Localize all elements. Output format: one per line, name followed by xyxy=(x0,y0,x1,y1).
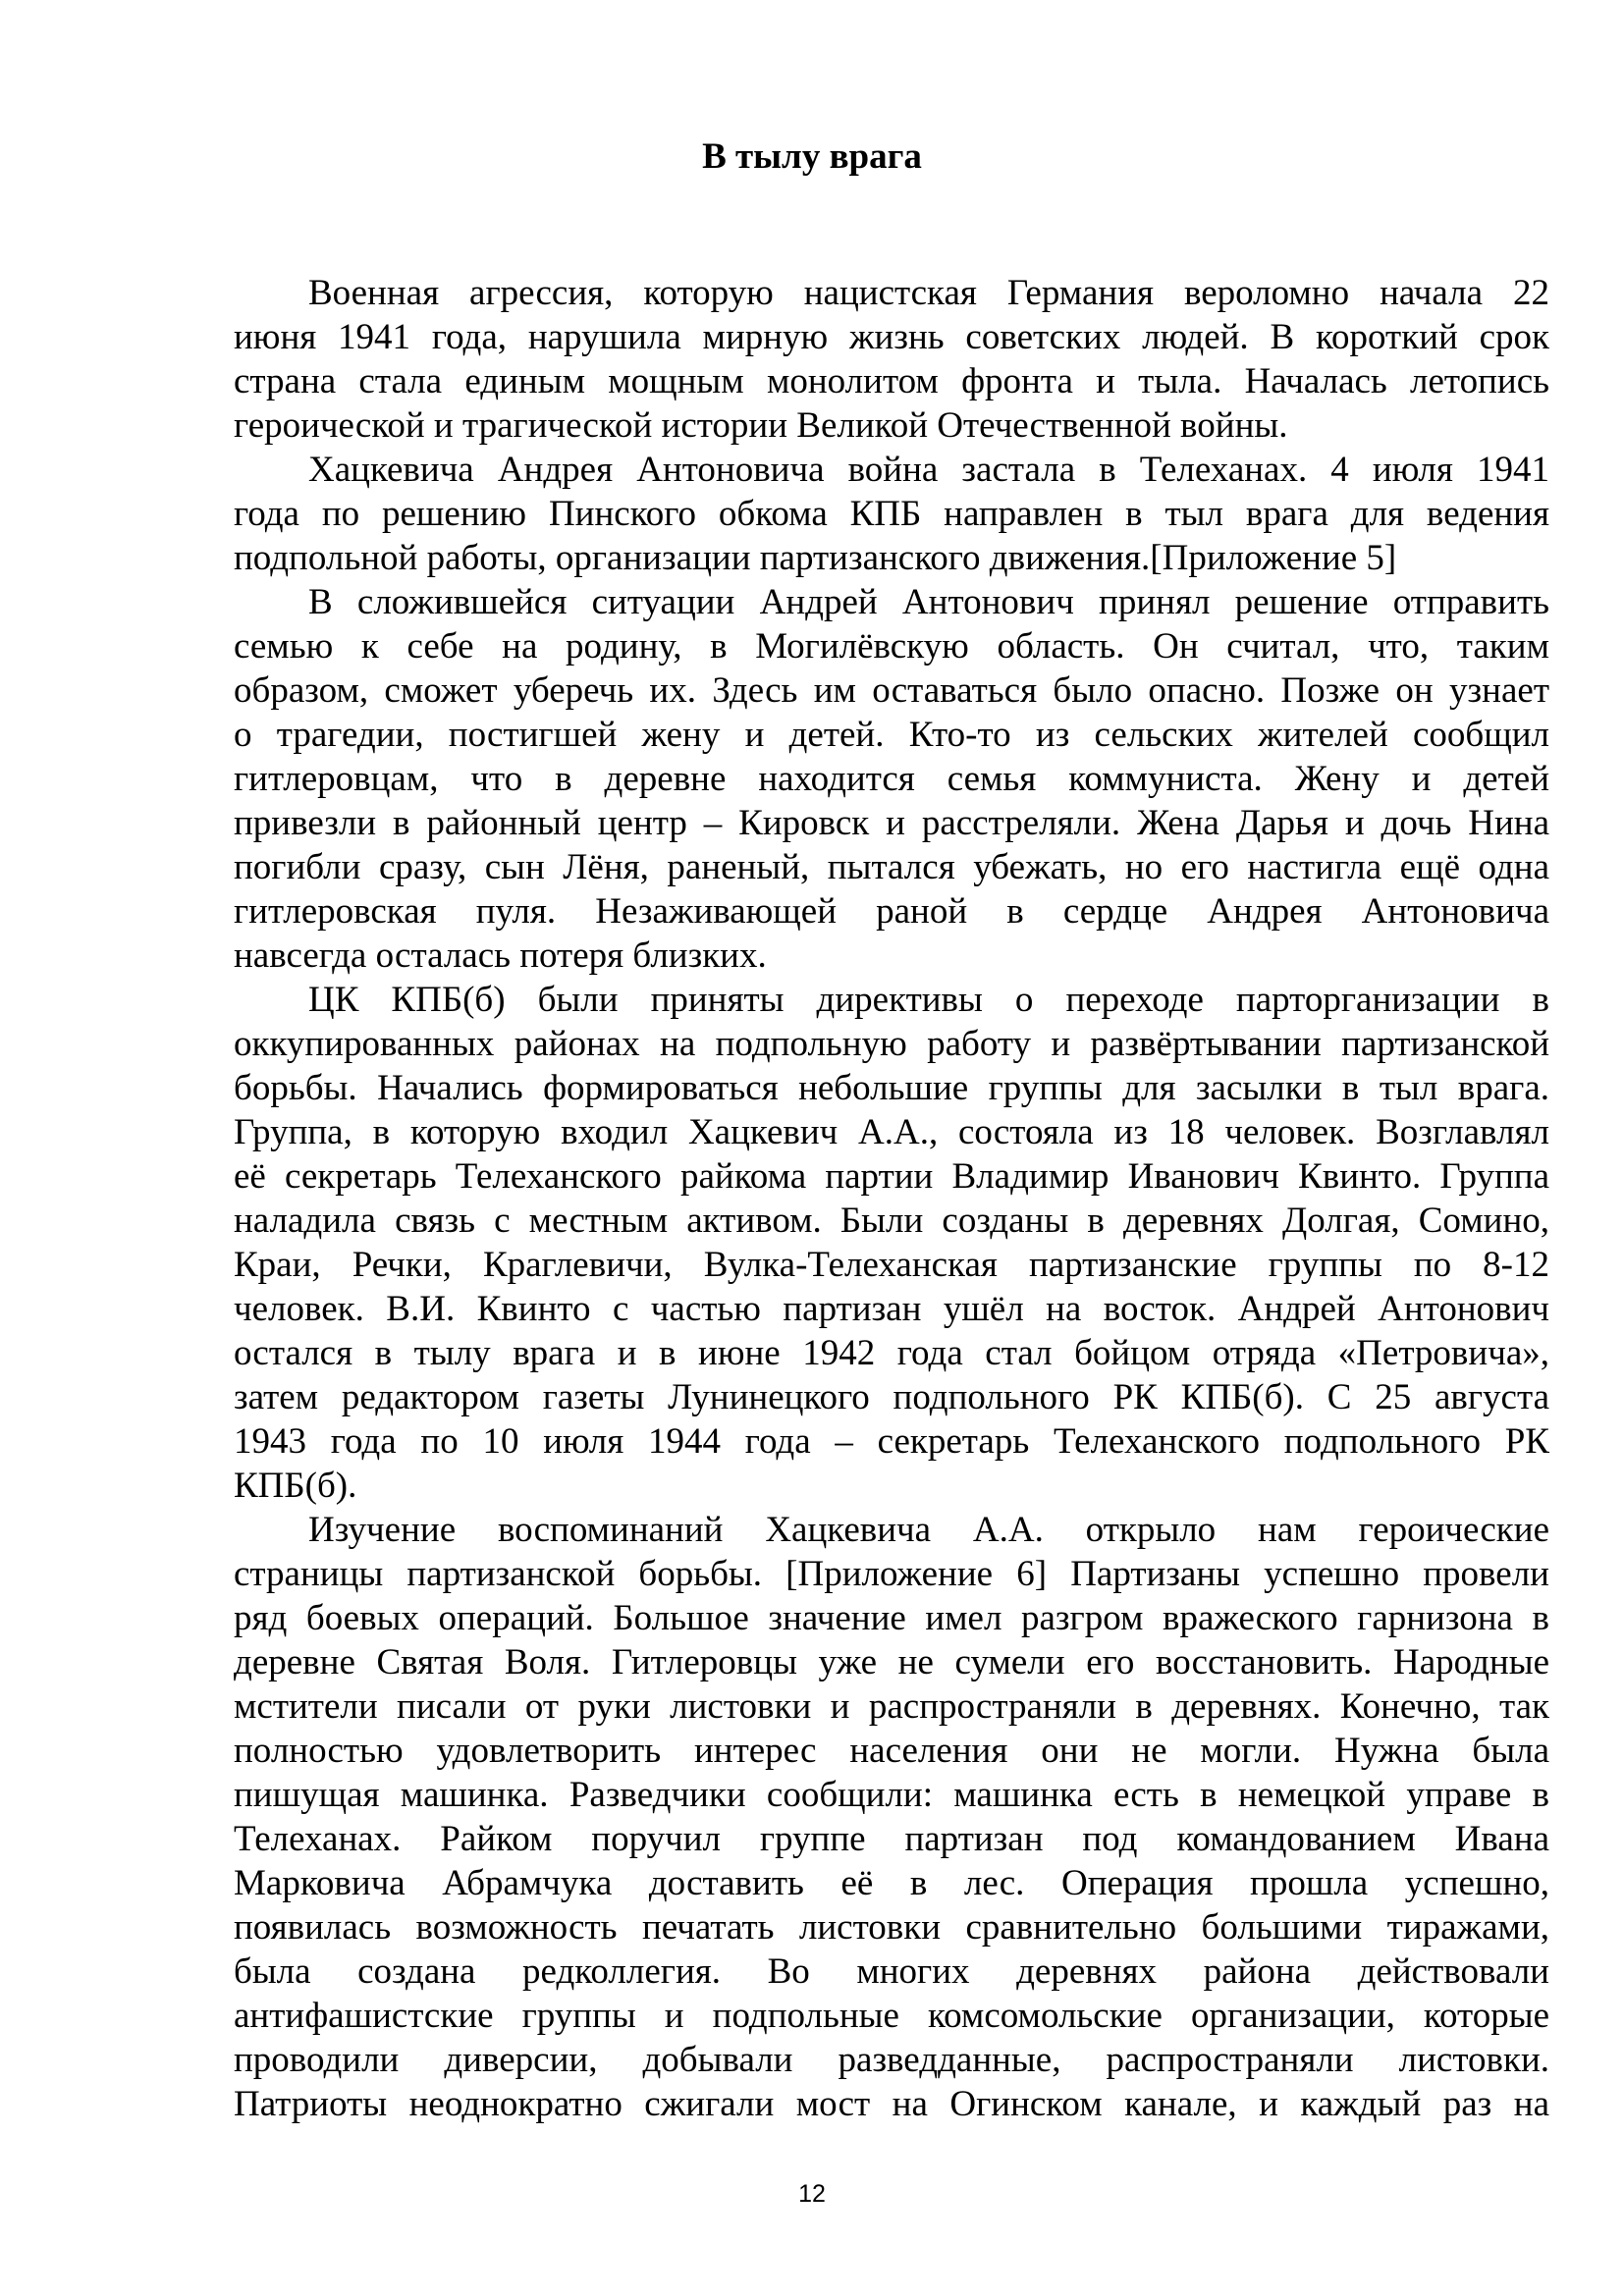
text-line: Изучение воспоминаний Хацкевича А.А. открыло нам героические xyxy=(308,1510,1549,1550)
text-line: деревне Святая Воля. Гитлеровцы уже не сумели его восстановить. Народные xyxy=(234,1642,1549,1682)
text-line: года по решению Пинского обкома КПБ направлен в тыл врага для ведения xyxy=(234,494,1549,534)
text-line: человек. В.И. Квинто с частью партизан ушёл на восток. Андрей Антонович xyxy=(234,1289,1549,1329)
text-line: оккупированных районах на подпольную работу и развёртывании партизанской xyxy=(234,1024,1549,1064)
text-line: Марковича Абрамчука доставить её в лес. Операция прошла успешно, xyxy=(234,1863,1549,1903)
text-line: Хацкевича Андрея Антоновича война застала в Телеханах. 4 июля 1941 xyxy=(308,450,1549,490)
text-line: 1943 года по 10 июля 1944 года – секретарь Телеханского подпольного РК xyxy=(234,1421,1549,1462)
text-line: героической и трагической истории Великой Отечественной войны. xyxy=(234,405,1288,446)
text-line: гитлеровцам, что в деревне находится семья коммуниста. Жену и детей xyxy=(234,759,1549,799)
text-line: Патриоты неоднократно сжигали мост на Огинском канале, и каждый раз на xyxy=(234,2084,1549,2124)
text-line: гитлеровская пуля. Незаживающей раной в сердце Андрея Антоновича xyxy=(234,891,1549,932)
text-line: Краи, Речки, Краглевичи, Вулка-Телеханская партизанские группы по 8-12 xyxy=(234,1245,1549,1285)
text-line: пишущая машинка. Разведчики сообщили: машинка есть в немецкой управе в xyxy=(234,1775,1549,1815)
text-line: затем редактором газеты Лунинецкого подпольного РК КПБ(б). С 25 августа xyxy=(234,1377,1549,1417)
text-line: июня 1941 года, нарушила мирную жизнь советских людей. В короткий срок xyxy=(234,317,1549,357)
text-line: семью к себе на родину, в Могилёвскую область. Он считал, что, таким xyxy=(234,626,1549,667)
page-title: В тылу врага xyxy=(702,136,922,177)
text-line: наладила связь с местным активом. Были созданы в деревнях Долгая, Сомино, xyxy=(234,1201,1549,1241)
text-line: В сложившейся ситуации Андрей Антонович принял решение отправить xyxy=(308,582,1549,622)
text-line: борьбы. Начались формироваться небольшие группы для засылки в тыл врага. xyxy=(234,1068,1549,1108)
text-line: страна стала единым мощным монолитом фронта и тыла. Началась летопись xyxy=(234,361,1549,401)
text-line: навсегда осталась потеря близких. xyxy=(234,935,767,976)
text-line: привезли в районный центр – Кировск и расстреляли. Жена Дарья и дочь Нина xyxy=(234,803,1549,843)
text-line: полностью удовлетворить интерес населения они не могли. Нужна была xyxy=(234,1731,1549,1771)
text-line: остался в тылу врага и в июне 1942 года стал бойцом отряда «Петровича», xyxy=(234,1333,1549,1373)
text-line: Группа, в которую входил Хацкевич А.А., состояла из 18 человек. Возглавлял xyxy=(234,1112,1549,1152)
text-line: Телеханах. Райком поручил группе партизан под командованием Ивана xyxy=(234,1819,1549,1859)
text-line: была создана редколлегия. Во многих деревнях района действовали xyxy=(234,1951,1549,1992)
text-line: страницы партизанской борьбы. [Приложение 6] Партизаны успешно провели xyxy=(234,1554,1549,1594)
text-line: образом, сможет уберечь их. Здесь им оставаться было опасно. Позже он узнает xyxy=(234,670,1549,711)
body-text xyxy=(234,271,1549,2126)
text-line: проводили диверсии, добывали разведданные, распространяли листовки. xyxy=(234,2040,1549,2080)
text-line: КПБ(б). xyxy=(234,1466,357,1506)
text-line: ряд боевых операций. Большое значение имел разгром вражеского гарнизона в xyxy=(234,1598,1549,1638)
page-number: 12 xyxy=(798,2180,826,2208)
text-line: погибли сразу, сын Лёня, раненый, пытался убежать, но его настигла ещё одна xyxy=(234,847,1549,887)
text-line: мстители писали от руки листовки и распространяли в деревнях. Конечно, так xyxy=(234,1686,1549,1727)
text-line: антифашистские группы и подпольные комсомольские организации, которые xyxy=(234,1996,1549,2036)
text-line: Военная агрессия, которую нацистская Германия вероломно начала 22 xyxy=(308,273,1549,313)
text-line: подпольной работы, организации партизанского движения.[Приложение 5] xyxy=(234,538,1397,578)
text-line: её секретарь Телеханского райкома партии Владимир Иванович Квинто. Группа xyxy=(234,1156,1549,1197)
text-line: появилась возможность печатать листовки сравнительно большими тиражами, xyxy=(234,1907,1549,1948)
text-line: ЦК КПБ(б) были приняты директивы о переходе парторганизации в xyxy=(308,980,1549,1020)
text-line: о трагедии, постигшей жену и детей. Кто-то из сельских жителей сообщил xyxy=(234,715,1549,755)
